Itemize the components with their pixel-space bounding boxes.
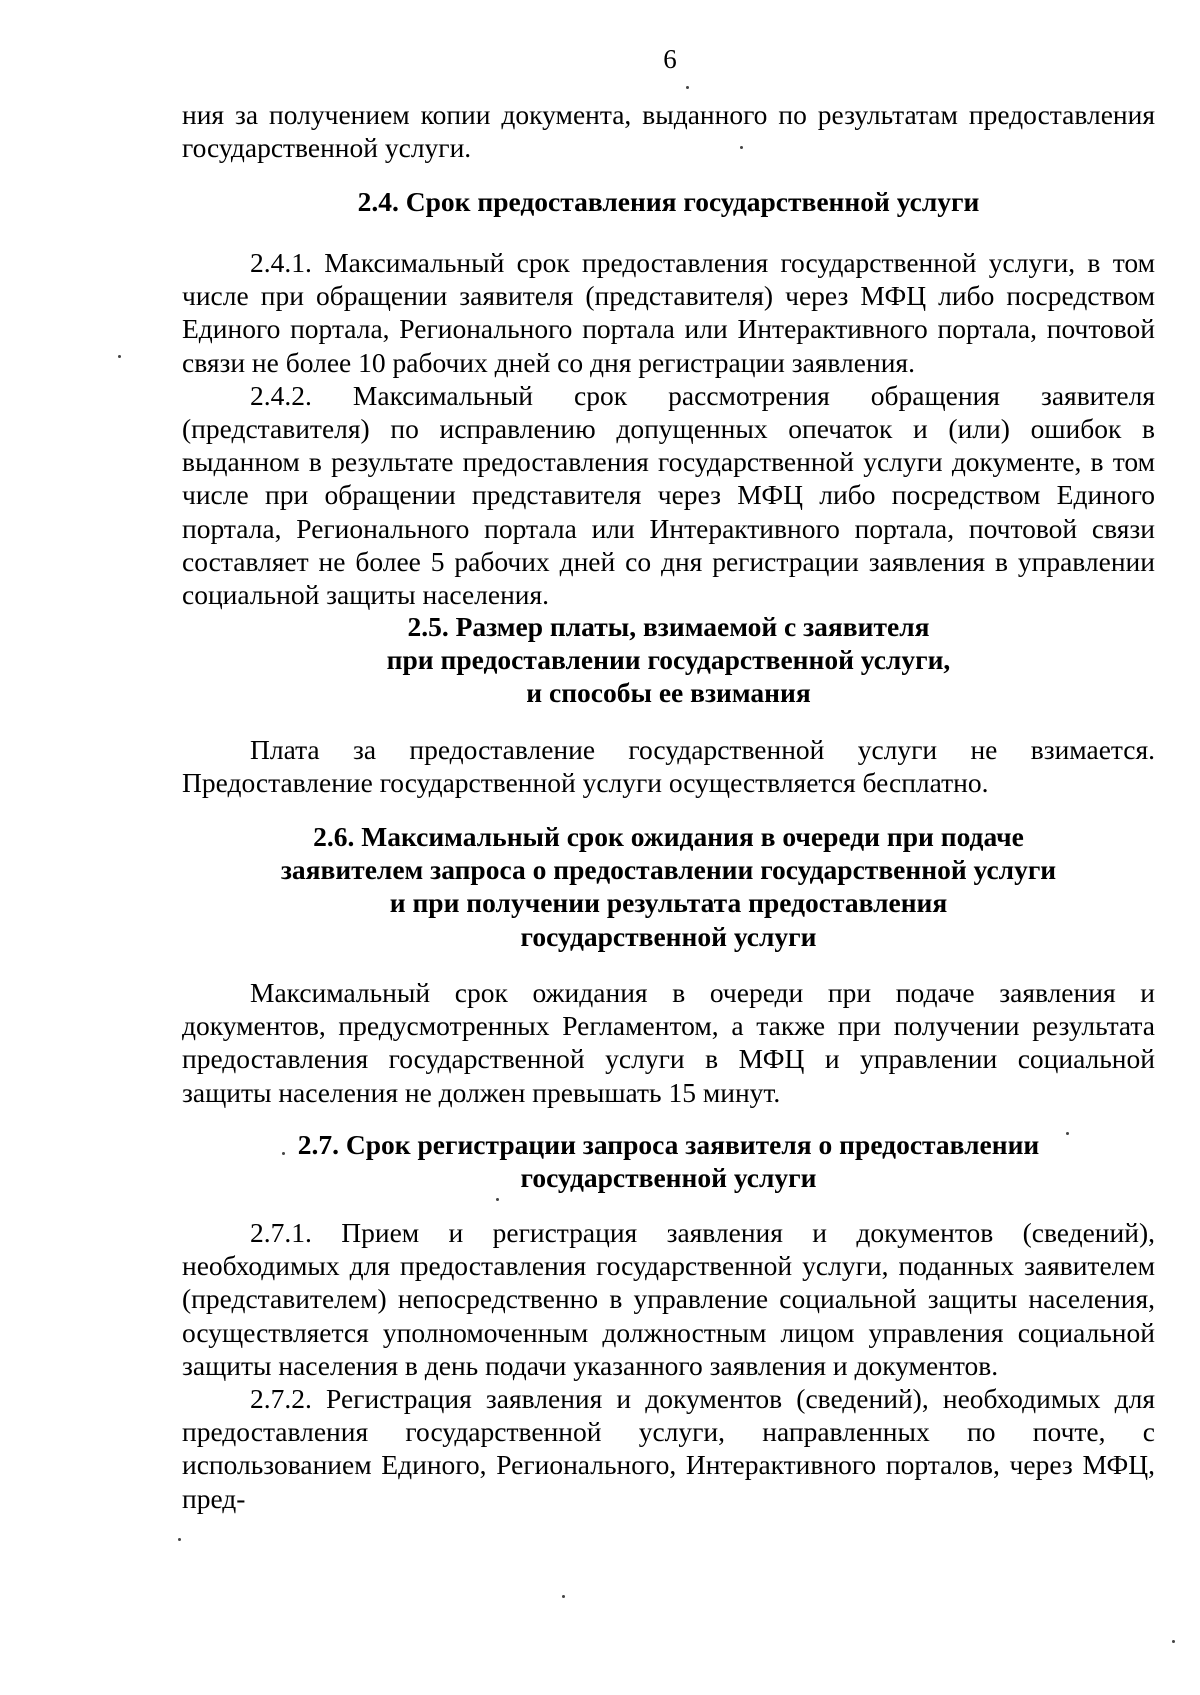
section-heading-2-7 xyxy=(182,1128,1155,1194)
paragraph-2-4-1: 2.4.1. Максимальный срок предоставления государственной услуги, в том числе при обращении заявителя (представителя) через МФЦ либо посредством Единого портала, Регионального портала или Интерактивного портала, почтовой связи не более 10 рабочих дней со дня регистрации заявления. xyxy=(182,247,1155,378)
paragraph-2-7-1: 2.7.1. Прием и регистрация заявления и документов (сведений), необходимых для предоставления государственной услуги, поданных заявителем (представителем) непосредственно в управление социальной защиты населения, осуществляется уполномоченным должностным лицом управления социальной защиты населения в день подачи указанного заявления и документов. xyxy=(182,1217,1155,1381)
heading-line: государственной услуги xyxy=(520,1162,817,1194)
heading-line: заявителем запроса о предоставлении государственной услуги xyxy=(280,854,1057,886)
heading-line: и способы ее взимания xyxy=(526,677,811,709)
scan-speck xyxy=(496,1198,499,1201)
scan-speck xyxy=(1172,1640,1175,1643)
continuation-paragraph-block xyxy=(182,98,1155,164)
scan-speck xyxy=(686,86,689,89)
section-body-2-4 xyxy=(182,246,1155,611)
section-body-2-5 xyxy=(182,733,1155,799)
scan-speck xyxy=(178,1538,181,1541)
heading-line: 2.4. Срок предоставления государственной услуги xyxy=(357,186,980,217)
section-body-2-7 xyxy=(182,1216,1155,1515)
page-number: 6 xyxy=(663,44,677,74)
section-heading-2-4 xyxy=(182,185,1155,218)
section-heading-2-6 xyxy=(182,820,1155,953)
section-body-2-6 xyxy=(182,976,1155,1109)
scan-speck xyxy=(740,146,743,149)
paragraph-2-7-2: 2.7.2. Регистрация заявления и документов (сведений), необходимых для предоставления государственной услуги, направленных по почте, с использованием Единого, Регионального, Интерактивного порталов, через МФЦ, пред- xyxy=(182,1383,1155,1514)
section-heading-2-5 xyxy=(182,610,1155,710)
paragraph-2-5: Плата за предоставление государственной услуги не взимается. Предоставление государственной услуги осуществляется бесплатно. xyxy=(182,734,1155,799)
paragraph-2-6: Максимальный срок ожидания в очереди при подаче заявления и документов, предусмотренных Регламентом, а также при получении результата предоставления государственной услуги в МФЦ и управлении социальной защиты населения не должен превышать 15 минут. xyxy=(182,977,1155,1108)
paragraph-2-4-2: 2.4.2. Максимальный срок рассмотрения обращения заявителя (представителя) по исправлению допущенных опечаток и (или) ошибок в выданном в результате предоставления государственной услуги документе, в том числе при обращении представителя через МФЦ либо посредством Единого портала, Регионального портала или Интерактивного портала, почтовой связи составляет не более 5 рабочих дней со дня регистрации заявления в управлении социальной защиты населения. xyxy=(182,379,1155,611)
heading-line: государственной услуги xyxy=(520,920,817,952)
heading-line: при предоставлении государственной услуги, xyxy=(386,644,951,676)
scan-speck xyxy=(1066,1132,1069,1135)
heading-line: и при получении результата предоставления xyxy=(389,887,948,919)
heading-line: 2.6. Максимальный срок ожидания в очереди при подаче xyxy=(313,821,1024,852)
continuation-paragraph: ния за получением копии документа, выданного по результатам предоставления государственной услуги. xyxy=(182,99,1155,164)
heading-line: 2.7. Срок регистрации запроса заявителя о предоставлении xyxy=(297,1129,1040,1160)
scan-speck xyxy=(282,1152,285,1155)
heading-line: 2.5. Размер платы, взимаемой с заявителя xyxy=(407,611,930,642)
scan-speck xyxy=(118,355,121,358)
scan-speck xyxy=(562,1595,565,1598)
